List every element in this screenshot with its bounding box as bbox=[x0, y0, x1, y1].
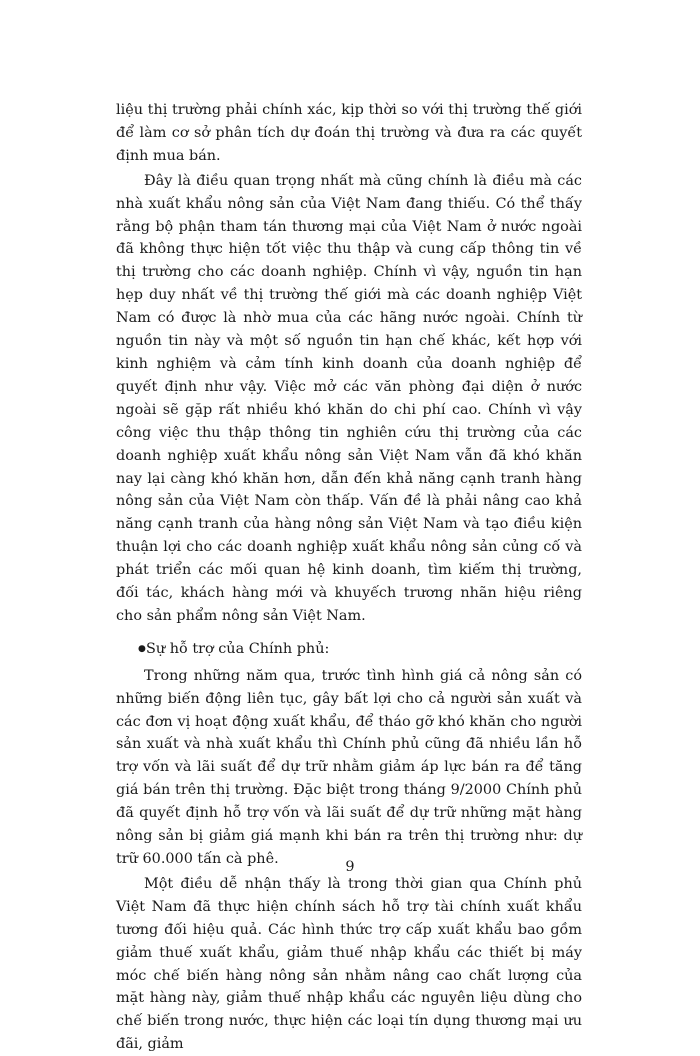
bullet-item-government-support bbox=[116, 638, 582, 661]
bullet-icon: ● bbox=[138, 643, 146, 654]
paragraph-information-shortage: Đây là điều quan trọng nhất mà cũng chính là điều mà các nhà xuất khẩu nông sản của Việt Nam đang thiếu. Có thể thấy rằng bộ phận tham tán thương mại của Việt Nam ở nước ngoài đã không thực hiện tốt việc thu thập và cung cấp thông tin về thị trường cho các doanh nghiệp. Chính vì vậy, nguồn tin hạn hẹp duy nhất về thị trường thế giới mà các doanh nghiệp Việt Nam có được là nhờ mua của các hãng nước ngoài. Chính từ nguồn tin này và một số nguồn tin hạn chế khác, kết hợp với kinh nghiệm và cảm tính kinh doanh của doanh nghiệp để quyết định như vậy. Việc mở các văn phòng đại diện ở nước ngoài sẽ gặp rất nhiều khó khăn do chi phí cao. Chính vì vậy công việc thu thập thông tin nghiên cứu thị trường của các doanh nghiệp xuất khẩu nông sản Việt Nam vẫn đã khó khăn nay lại càng khó khăn hơn, dẫn đến khả năng cạnh tranh hàng nông sản của Việt Nam còn thấp. Vấn đề là phải nâng cao khả năng cạnh tranh của hàng nông sản Việt Nam và tạo điều kiện thuận lợi cho các doanh nghiệp xuất khẩu nông sản củng cố và phát triển các mối quan hệ kinh doanh, tìm kiếm thị trường, đối tác, khách hàng mới và khuyếch trương nhãn hiệu riêng cho sản phẩm nông sản Việt Nam. bbox=[116, 172, 582, 624]
body-text bbox=[116, 99, 582, 1056]
paragraph-price-support: Trong những năm qua, trước tình hình giá cả nông sản có những biến động liên tục, gây bất lợi cho cả người sản xuất và các đơn vị hoạt động xuất khẩu, để tháo gỡ khó khăn cho người sản xuất và nhà xuất khẩu thì Chính phủ cũng đã nhiều lần hỗ trợ vốn và lãi suất để dự trữ nhằm giảm áp lực bán ra để tăng giá bán trên thị trường. Đặc biệt trong tháng 9/2000 Chính phủ đã quyết định hỗ trợ vốn và lãi suất để dự trữ những mặt hàng nông sản bị giảm giá mạnh khi bán ra trên thị trường như: dự trữ 60.000 tấn cà phê. bbox=[116, 667, 582, 867]
bullet-heading: Sự hỗ trợ của Chính phủ: bbox=[146, 640, 330, 657]
paragraph-continuation: liệu thị trường phải chính xác, kịp thời so với thị trường thế giới để làm cơ sở phân tích dự đoán thị trường và đưa ra các quyết định mua bán. bbox=[116, 102, 582, 164]
page-number: 9 bbox=[345, 859, 355, 875]
paragraph-financial-support: Một điều dễ nhận thấy là trong thời gian qua Chính phủ Việt Nam đã thực hiện chính sách hỗ trợ tài chính xuất khẩu tương đối hiệu quả. Các hình thức trợ cấp xuất khẩu bao gồm giảm thuế xuất khẩu, giảm thuế nhập khẩu các thiết bị máy móc chế biến hàng nông sản nhằm nâng cao chất lượng của mặt hàng này, giảm thuế nhập khẩu các nguyên liệu dùng cho chế biến trong nước, thực hiện các loại tín dụng thương mại ưu đãi, giảm bbox=[116, 875, 582, 1053]
